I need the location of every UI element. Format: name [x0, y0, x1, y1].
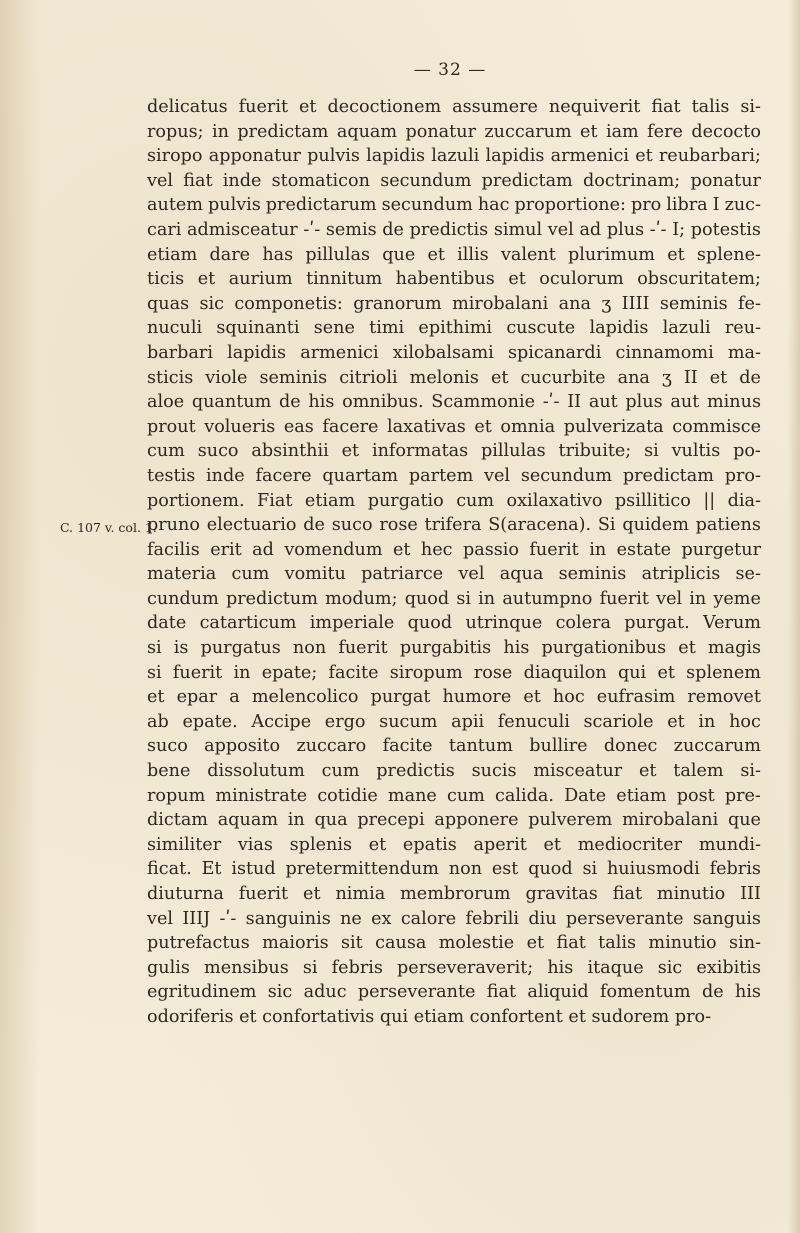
text-line: putrefactus maioris sit causa molestie et fiat talis minutio sin- [147, 933, 761, 954]
text-line: similiter vias splenis et epatis aperit et mediocriter mundi- [147, 834, 761, 855]
text-line: nuculi squinanti sene timi epithimi cuscute lapidis lazuli reu- [147, 318, 761, 339]
text-line: materia cum vomitu patriarce vel aqua seminis atriplicis se- [147, 564, 761, 585]
text-line: barbari lapidis armenici xilobalsami spicanardi cinnamomi ma- [147, 342, 761, 363]
text-line: facilis erit ad vomendum et hec passio fuerit in estate purgetur [147, 539, 761, 560]
text-line: prout volueris eas facere laxativas et omnia pulverizata commisce [147, 416, 761, 437]
text-line: ficat. Et istud pretermittendum non est quod si huiusmodi febris [147, 859, 761, 880]
text-line: delicatus fuerit et decoctionem assumere nequiverit fiat talis si- [147, 97, 761, 117]
text-line: vel fiat inde stomaticon secundum predictam doctrinam; ponatur [147, 170, 761, 191]
text-line: ab epate. Accipe ergo sucum apii fenuculi scariole et in hoc [147, 711, 761, 732]
text-line: diuturna fuerit et nimia membrorum gravitas fiat minutio III [147, 884, 761, 904]
text-line: testis inde facere quartam partem vel secundum predictam pro- [147, 465, 761, 486]
text-line: portionem. Fiat etiam purgatio cum oxilaxativo psillitico || dia- [147, 490, 761, 511]
text-line: date catarticum imperiale quod utrinque colera purgat. Verum [147, 613, 761, 634]
text-line: bene dissolutum cum predictis sucis misceatur et talem si- [147, 761, 761, 782]
text-line: sticis viole seminis citrioli melonis et cucurbite ana ʒ II et de [147, 367, 761, 388]
text-line: cundum predictum modum; quod si in autumpno fuerit vel in yeme [147, 588, 761, 609]
text-line: si fuerit in epate; facite siropum rose diaquilon qui et splenem [147, 662, 761, 683]
page-number: — 32 — [413, 60, 487, 80]
text-line: et epar a melencolico purgat humore et hoc eufrasim removet [147, 687, 761, 708]
text-line: aloe quantum de his omnibus. Scammonie -ʹ- II aut plus aut minus [147, 392, 761, 413]
body-text [147, 95, 761, 1030]
text-line: pruno electuario de suco rose trifera S(aracena). Si quidem patiens [147, 515, 761, 536]
text-line: etiam dare has pillulas que et illis valent plurimum et splene- [147, 244, 761, 265]
text-line: ropum ministrate cotidie mane cum calida. Date etiam post pre- [147, 785, 761, 806]
text-line: ropus; in predictam aquam ponatur zuccarum et iam fere decocto [147, 121, 761, 142]
text-line: cum suco absinthii et informatas pillulas tribuite; si vultis po- [147, 441, 761, 462]
text-line: ticis et aurium tinnitum habentibus et oculorum obscuritatem; [147, 269, 761, 290]
text-line: autem pulvis predictarum secundum hac proportione: pro libra I zuc- [147, 195, 761, 216]
text-line: vel IIIJ -ʹ- sanguinis ne ex calore febrili diu perseverante sanguis [147, 908, 761, 929]
text-line: cari admisceatur -ʹ- semis de predictis simul vel ad plus -ʹ- I; potestis [147, 219, 761, 240]
text-line: quas sic componetis: granorum mirobalani ana ʒ IIII seminis fe- [147, 293, 761, 314]
text-line: siropo apponatur pulvis lapidis lazuli lapidis armenici et reubarbari; [147, 146, 761, 167]
text-line: odoriferis et confortativis qui etiam confortent et sudorem pro- [147, 1006, 712, 1027]
text-line: si is purgatus non fuerit purgabitis his purgationibus et magis [147, 638, 761, 659]
text-line: egritudinem sic aduc perseverante fiat aliquid fomentum de his [147, 982, 761, 1003]
text-line: suco apposito zuccaro facite tantum bullire donec zuccarum [147, 736, 761, 757]
text-line: gulis mensibus si febris perseveraverit; his itaque sic exibitis [147, 957, 761, 978]
text-line: dictam aquam in qua precepi apponere pulverem mirobalani que [147, 810, 761, 831]
margin-reference: C. 107 v. col. 1. [60, 520, 157, 535]
